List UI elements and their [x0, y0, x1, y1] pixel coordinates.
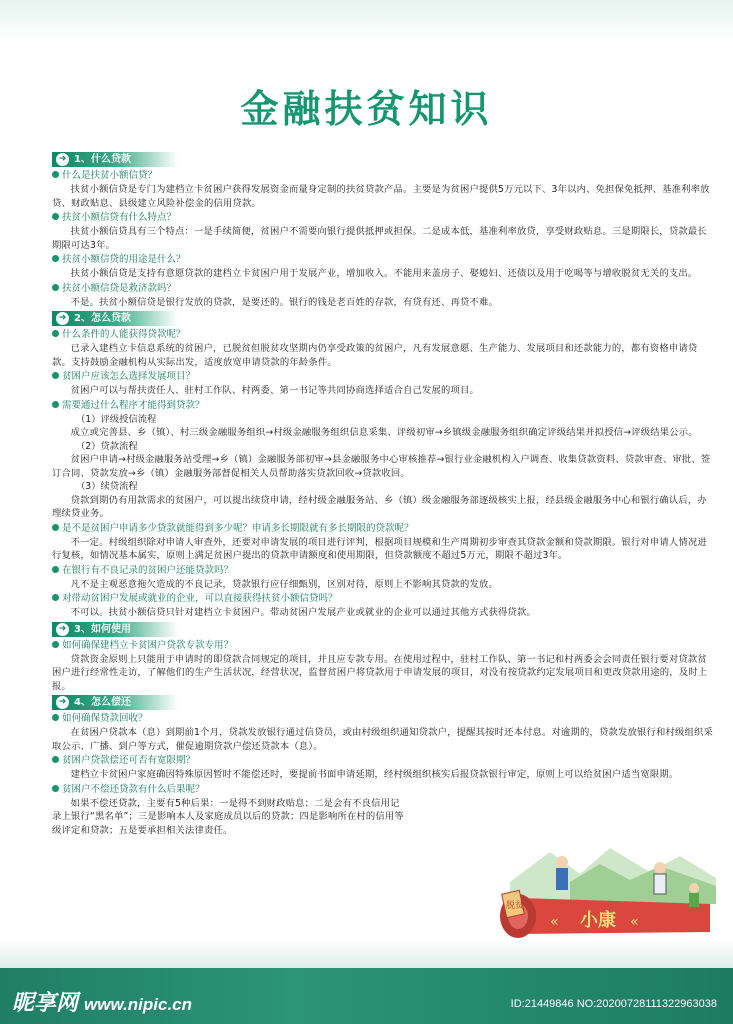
question-heading: [52, 399, 716, 413]
arrow-right-icon: ➜: [56, 153, 69, 166]
bullet-dot-icon: [52, 641, 59, 648]
footer-fade: [0, 940, 733, 968]
question-text: 需要通过什么程序才能得到贷款？: [62, 399, 205, 411]
question-heading: [52, 328, 716, 342]
paragraph: 成立或完善县、乡（镇）、村三级金融服务组织→村级金融服务组织信息采集、评级初审→乡镇级金融服务组织确定评级结果并拟授信→评级结果公示。: [70, 427, 698, 438]
question-heading: [52, 712, 716, 726]
question-heading: [52, 370, 716, 384]
child-body: [689, 893, 699, 907]
bullet-dot-icon: [52, 171, 59, 178]
paragraph: 不是。扶贫小额信贷是银行发放的贷款，是要还的。银行的钱是老百姓的存款，有贷有还、再贷不难。: [70, 296, 498, 308]
paragraph: 如果不偿还贷款，主要有5种后果：一是得不到财政贴息；二是会有不良信用记录上银行“黑名单”；三是影响本人及家庭成员以后的贷款；四是影响所在村的信用等级评定和贷款；五是要承担相关法律责任。: [52, 797, 404, 836]
child-head: [689, 883, 699, 893]
paragraph: 贷款到期仍有用款需求的贫困户，可以提出续贷申请，经村级金融服务站、乡（镇）级金融服务部逐级核实上报，经县级金融服务中心和银行确认后，办理续贷业务。: [52, 494, 707, 519]
section-header: [52, 622, 232, 637]
bullet-dot-icon: [52, 756, 59, 763]
question-heading: [52, 592, 716, 606]
person-body: [654, 874, 666, 894]
logo-url: www.nipic.cn: [84, 995, 193, 1014]
question-text: 什么条件的人能获得贷款呢？: [62, 329, 186, 340]
question-heading: [52, 564, 716, 578]
section-header: [52, 695, 232, 710]
paragraph: 在贫困户贷款本（息）到期前1个月，贷款发放银行通过信贷员，或由村级组织通知贷款户，提醒其按时还本付息。对逾期的，贷款发放银行和村级组织采取公示、广播、到户等方式，催促逾期贷款户偿还贷款本（息）。: [52, 727, 714, 752]
person-body: [556, 868, 568, 890]
arrow-right-icon: ➜: [56, 696, 69, 709]
footer-band: [0, 968, 733, 1024]
subheading: （2）贷款流程: [76, 440, 138, 452]
bullet-dot-icon: [52, 284, 59, 291]
paragraph: 扶贫小额信贷是支持有意愿贷款的建档立卡贫困户用于发展产业，增加收入。不能用来盖房子、娶媳妇、还债以及用于吃喝等与增收脱贫无关的支出。: [70, 268, 698, 279]
question-heading: [52, 253, 716, 267]
subheading: （1）评级授信流程: [76, 413, 157, 425]
question-text: 贫困户应该怎么选择发展项目？: [62, 371, 196, 382]
bullet-dot-icon: [52, 524, 59, 531]
paragraph: 建档立卡贫困户家庭确因特殊原因暂时不能偿还时，要提前书面申请延期，经村级组织核实后报贷款银行审定，原则上可以给贫困户适当宽限期。: [70, 769, 679, 780]
section-heading-label: 2、怎么贷款: [74, 313, 131, 324]
scroll-text: 小康: [580, 910, 616, 931]
question-heading: [52, 522, 716, 536]
question-text: 什么是扶贫小额信贷？: [62, 170, 158, 181]
bullet-dot-icon: [52, 255, 59, 262]
bullet-dot-icon: [52, 330, 59, 337]
section-heading-label: 1、什么贷款: [74, 154, 131, 165]
paragraph: 不一定。村级组织除对申请人审查外，还要对申请发展的项目进行评判，根据项目规模和生产周期初步审查其贷款金额和贷款期限。银行对申请人情况进行复核，如情况基本属实，原则上满足贫困户提出的贷款申请额度和使用期限，但贷款额度不超过5万元，期限不超过3年。: [52, 536, 707, 561]
bullet-dot-icon: [52, 213, 59, 220]
paragraph: 扶贫小额信贷是专门为建档立卡贫困户获得发展资金而量身定制的扶贫贷款产品。主要是为贫困户提供5万元以下、3年以内、免担保免抵押、基准利率放贷、财政贴息、县级建立风险补偿金的信用贷款。: [52, 184, 710, 209]
question-text: 扶贫小额信贷是救济款吗？: [62, 282, 177, 294]
paragraph: 贷款资金原则上只能用于申请时的即贷款合同规定的项目，并且应专款专用。在使用过程中，驻村工作队、第一书记和村两委会会同责任银行要对贷款贫困户进行经常性走访，了解他们的生产生活状况，经营状况，监督贫困户将贷款用于申请发展的项目，对没有按贷款约定发展项目和更改贷款用途的，及时上报。: [52, 653, 708, 692]
arrow-right-icon: ➜: [56, 312, 69, 325]
question-text: 如何确保建档立卡贫困户贷款专款专用？: [62, 639, 234, 651]
bullet-dot-icon: [52, 372, 59, 379]
question-heading: [52, 639, 716, 653]
paragraph: 凡不是主观恶意拖欠造成的不良记录，贷款银行应仔细甄别，区别对待，原则上不影响其贷款的发放。: [70, 578, 498, 590]
bullet-dot-icon: [52, 594, 59, 601]
paragraph: 已录入建档立卡信息系统的贫困户，已脱贫但脱贫攻坚期内仍享受政策的贫困户，凡有发展意愿、生产能力、发展项目和还款能力的，都有资格申请贷款。支持鼓励金融机构从实际出发，适度放宽申请贷款的年龄条件。: [52, 343, 698, 368]
bullet-dot-icon: [52, 714, 59, 721]
section-heading-label: 3、如何使用: [74, 623, 131, 635]
section-heading-label: 4、怎么偿还: [74, 697, 131, 708]
question-heading: [52, 282, 716, 296]
question-heading: [52, 211, 716, 225]
image-id-text: ID:21449846 NO:20200728111322963038: [510, 998, 717, 1010]
page-title: 金融扶贫知识: [240, 87, 493, 131]
question-text: 贫困户贷款偿还可否有宽限期？: [62, 755, 196, 766]
bullet-dot-icon: [52, 566, 59, 573]
question-heading: [52, 754, 716, 768]
question-text: 如何确保贷款回收？: [62, 713, 148, 724]
logo-text: 昵享网: [12, 990, 79, 1015]
question-text: 扶贫小额信贷有什么特点？: [62, 212, 177, 223]
svg-text:«: «: [550, 914, 559, 930]
paragraph: 扶贫小额信贷具有三个特点：一是手续简便，贫困户不需要向银行提供抵押或担保。二是成本低，基准利率放贷，享受财政贴息。三是期限长，贷款最长期限可达3年。: [52, 226, 707, 251]
question-text: 是不是贫困户申请多少贷款就能得到多少呢？申请多长期限就有多长期限的贷款呢？: [62, 522, 414, 534]
question-text: 在银行有不良记录的贫困户还能贷款吗？: [62, 564, 234, 576]
sign-text: 脱贫: [506, 901, 525, 911]
person-head: [654, 862, 666, 874]
subheading: （3）续贷流程: [76, 481, 138, 492]
svg-text:«: «: [630, 914, 639, 930]
question-text: 扶贫小额信贷的用途是什么？: [62, 254, 186, 265]
cartoon-scroll-illustration-icon: [470, 842, 716, 938]
bullet-dot-icon: [52, 401, 59, 408]
question-heading: [52, 783, 716, 797]
section-header: [52, 152, 232, 167]
question-heading: [52, 169, 716, 183]
top-background-band: [0, 0, 733, 40]
paragraph: 贫困户可以与帮扶责任人、驻村工作队、村两委、第一书记等共同协商选择适合自己发展的项目。: [70, 385, 479, 396]
bullet-dot-icon: [52, 785, 59, 792]
section-header: [52, 311, 232, 326]
arrow-right-icon: ➜: [56, 623, 69, 636]
person-head: [556, 856, 568, 868]
paragraph: 贫困户申请→村级金融服务站受理→乡（镇）金融服务部初审→县金融服务中心审核推荐→银行业金融机构入户调查、收集贷款资料、贷款审查、审批、签订合同、贷款发放→乡（镇）金融服务部督促相关人员帮助落实贷款回收→贷款收回。: [52, 454, 711, 479]
question-text: 对带动贫困户发展或就业的企业，可以直接获得扶贫小额信贷吗？: [62, 593, 338, 604]
document-body: [52, 150, 716, 837]
question-text: 贫困户不偿还贷款有什么后果呢？: [62, 783, 205, 795]
site-logo: [12, 986, 192, 1017]
paragraph: 不可以。扶贫小额信贷只针对建档立卡贫困户。带动贫困户发展产业或就业的企业可以通过其他方式获得贷款。: [70, 607, 536, 618]
